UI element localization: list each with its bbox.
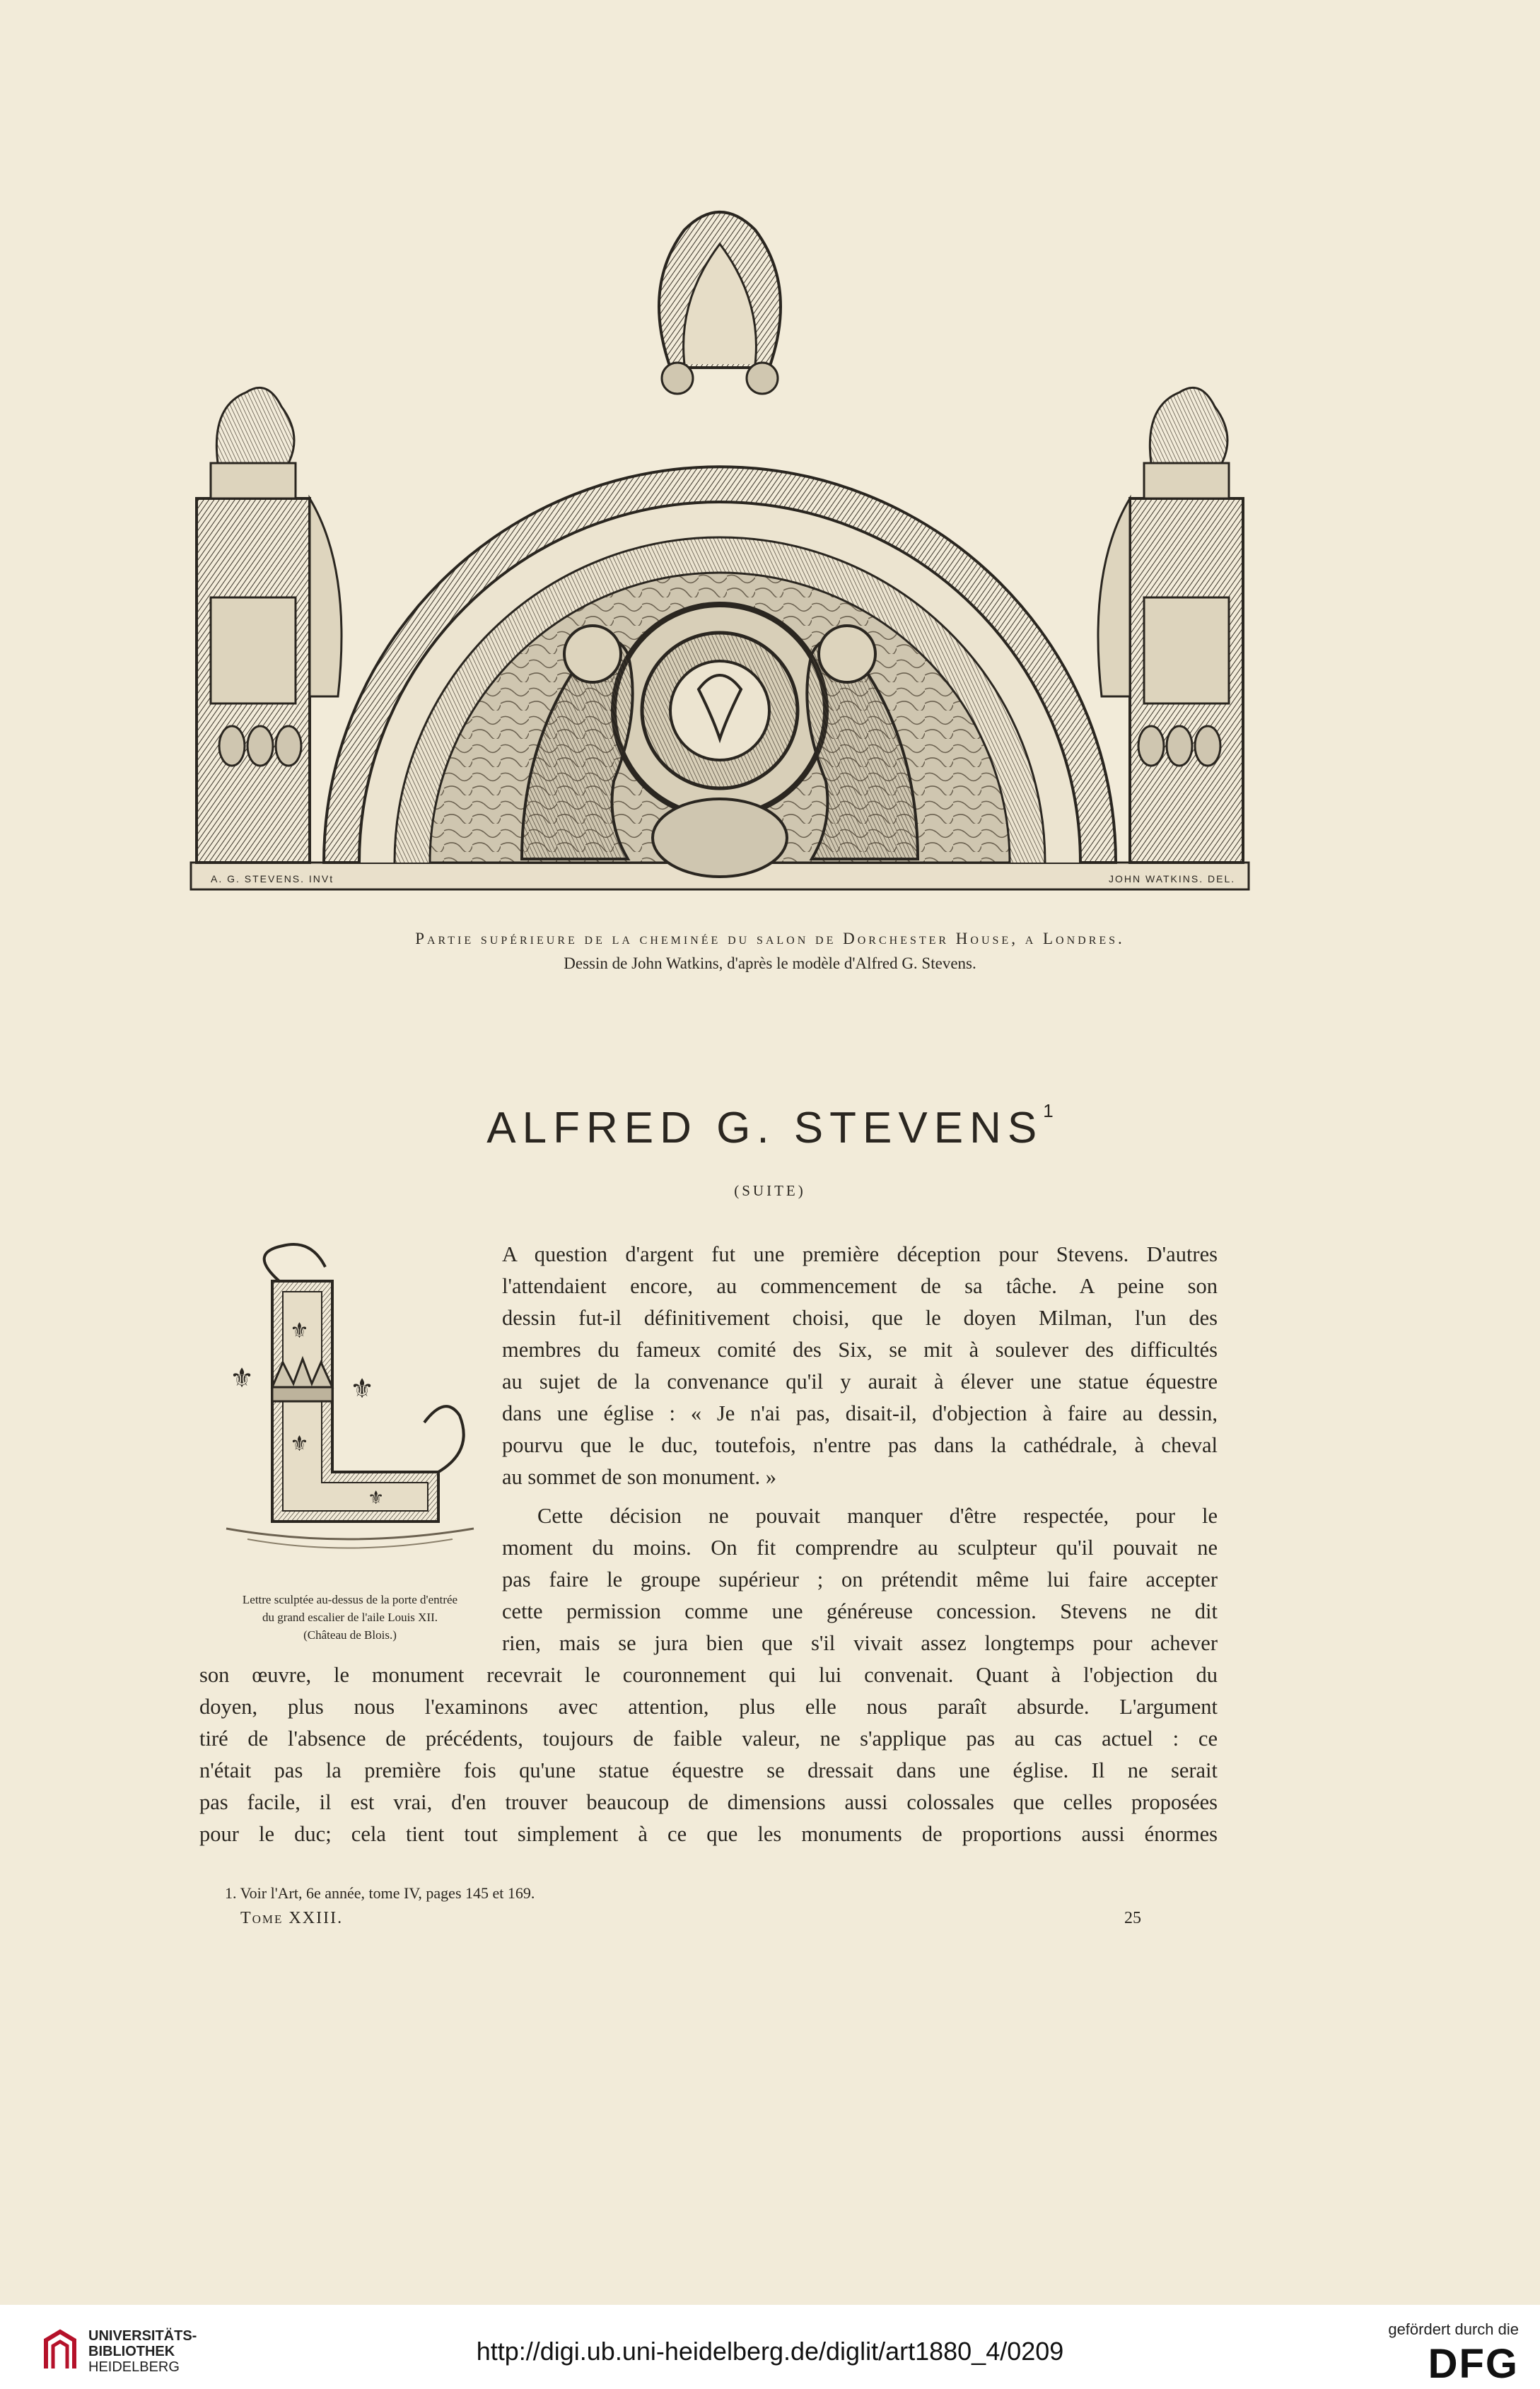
library-name-line: HEIDELBERG bbox=[88, 2359, 180, 2375]
svg-text:⚜: ⚜ bbox=[290, 1432, 309, 1456]
sponsor-text: gefördert durch die bbox=[1388, 2320, 1519, 2338]
page-number: 25 bbox=[1124, 1909, 1141, 1927]
body-line: dessin fut-il définitivement choisi, que le doyen Milman, l'un des bbox=[502, 1306, 1218, 1330]
body-line: moment du moins. On fit comprendre au sculpteur qu'il pouvait ne bbox=[502, 1536, 1218, 1560]
svg-text:⚜: ⚜ bbox=[350, 1373, 375, 1404]
ornamental-dropcap bbox=[205, 1239, 495, 1557]
svg-text:⚜: ⚜ bbox=[368, 1488, 385, 1509]
body-line: rien, mais se jura bien que s'il vivait assez longtemps pour achever bbox=[502, 1631, 1218, 1655]
library-name-line: UNIVERSITÄTS- bbox=[88, 2328, 197, 2344]
body-line: cette permission comme une généreuse concession. Stevens ne dit bbox=[502, 1599, 1218, 1623]
body-line: n'était pas la première fois qu'une statue équestre se dressait dans une église. Il ne serait bbox=[199, 1758, 1218, 1782]
body-line: A question d'argent fut une première déception pour Stevens. D'autres bbox=[502, 1242, 1218, 1266]
svg-text:⚜: ⚜ bbox=[290, 1319, 309, 1343]
dropcap-caption bbox=[202, 1591, 498, 1644]
body-line: pas facile, il est vrai, d'en trouver beaucoup de dimensions aussi colossales que celles proposées bbox=[199, 1790, 1218, 1814]
engraving-caption-title: Partie supérieure de la cheminée du salon de Dorchester House, a Londres. bbox=[415, 930, 1125, 947]
body-line: Cette décision ne pouvait manquer d'être respectée, pour le bbox=[537, 1504, 1218, 1528]
dropcap-caption-line: (Château de Blois.) bbox=[303, 1628, 397, 1642]
chimney-engraving bbox=[189, 201, 1250, 912]
body-line: pour le duc; cela tient tout simplement à ce que les monuments de proportions aussi énormes bbox=[199, 1822, 1218, 1846]
article-title bbox=[0, 1100, 1540, 1153]
body-line: l'attendaient encore, au commencement de sa tâche. A peine son bbox=[502, 1274, 1218, 1298]
tome-label: Tome XXIII. bbox=[240, 1909, 344, 1927]
body-line: son œuvre, le monument recevrait le couronnement qui lui convenait. Quant à l'objection du bbox=[199, 1663, 1218, 1687]
signature-left: A. G. STEVENS. INVt bbox=[211, 873, 334, 884]
body-line: pas faire le groupe supérieur ; on prétendit même lui faire accepter bbox=[502, 1567, 1218, 1591]
digitization-footer bbox=[0, 2305, 1540, 2389]
article-subtitle: (SUITE) bbox=[734, 1182, 806, 1199]
engraving-caption-credit: Dessin de John Watkins, d'après le modèle d'Alfred G. Stevens. bbox=[564, 954, 976, 972]
library-name-line: BIBLIOTHEK bbox=[88, 2344, 175, 2359]
permalink-url[interactable]: http://digi.ub.uni-heidelberg.de/diglit/art1880_4/0209 bbox=[476, 2337, 1064, 2366]
dropcap-caption-line: du grand escalier de l'aile Louis XII. bbox=[262, 1611, 438, 1624]
signature-right: JOHN WATKINS. DEL. bbox=[1109, 873, 1236, 884]
body-line: tiré de l'absence de précédents, toujours de faible valeur, ne s'applique pas au cas actuel : ce bbox=[199, 1727, 1218, 1751]
body-line: doyen, plus nous l'examinons avec attention, plus elle nous paraît absurde. L'argument bbox=[199, 1695, 1218, 1719]
article-title-text: ALFRED G. STEVENS bbox=[486, 1104, 1044, 1152]
title-footnote-marker: 1 bbox=[1043, 1100, 1054, 1121]
svg-text:⚜: ⚜ bbox=[230, 1362, 255, 1394]
body-line: dans une église : « Je n'ai pas, disait-il, d'objection à faire au dessin, bbox=[502, 1401, 1218, 1425]
body-line: au sommet de son monument. » bbox=[502, 1465, 776, 1489]
body-line: pourvu que le duc, toutefois, n'entre pas dans la cathédrale, à cheval bbox=[502, 1433, 1218, 1457]
body-line: au sujet de la convenance qu'il y aurait à élever une statue équestre bbox=[502, 1369, 1218, 1394]
footnote: 1. Voir l'Art, 6e année, tome IV, pages 145 et 169. bbox=[225, 1884, 535, 1902]
body-line: membres du fameux comité des Six, se mit à soulever des difficultés bbox=[502, 1338, 1218, 1362]
dropcap-caption-line: Lettre sculptée au-dessus de la porte d'entrée bbox=[242, 1593, 458, 1606]
dfg-logo: DFG bbox=[1428, 2341, 1519, 2387]
